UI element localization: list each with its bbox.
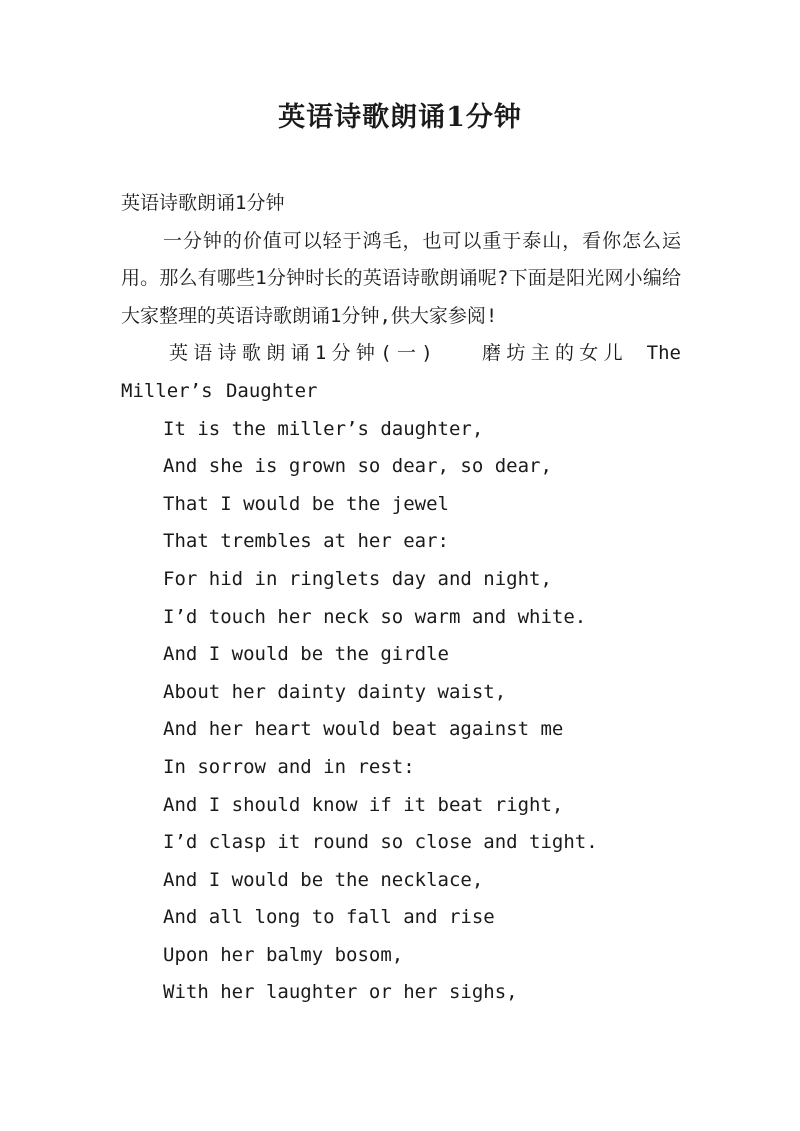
poem-line: I’d clasp it round so close and tight. (163, 831, 598, 854)
poem-line: In sorrow and in rest: (163, 755, 415, 778)
poem-line: Upon her balmy bosom, (163, 943, 404, 966)
poem-line: And I would be the necklace, (163, 868, 484, 891)
poem-line: I’d touch her neck so warm and white. (163, 605, 587, 628)
document-body (121, 185, 681, 1012)
poem-lines (121, 411, 681, 1013)
poem-line: And she is grown so dear, so dear, (163, 455, 552, 478)
poem-title: 磨坊主的女儿 The Miller’s Daughter (121, 342, 681, 402)
intro-paragraph: 一分钟的价值可以轻于鸿毛，也可以重于泰山，看你怎么运用。那么有哪些1分钟时长的英语诗歌朗诵呢?下面是阳光网小编给大家整理的英语诗歌朗诵1分钟,供大家参阅! (121, 229, 681, 327)
poem-line: And I would be the girdle (163, 643, 449, 666)
poem-line: About her dainty dainty waist, (163, 680, 507, 703)
subtitle: 英语诗歌朗诵1分钟 (121, 192, 285, 214)
poem-line: And I should know if it beat right, (163, 793, 564, 816)
document-title: 英语诗歌朗诵1分钟 (278, 102, 522, 133)
poem-line: With her laughter or her sighs, (163, 981, 518, 1004)
poem-line: And all long to fall and rise (163, 906, 495, 929)
poem-line: That trembles at her ear: (163, 530, 449, 553)
poem-line: For hid in ringlets day and night, (163, 567, 552, 590)
section-heading: 英语诗歌朗诵1分钟(一) (169, 342, 433, 365)
section-heading-line (121, 335, 681, 410)
poem-line: And her heart would beat against me (163, 718, 564, 741)
poem-line: It is the miller’s daughter, (163, 417, 484, 440)
poem-line: That I would be the jewel (163, 492, 449, 515)
